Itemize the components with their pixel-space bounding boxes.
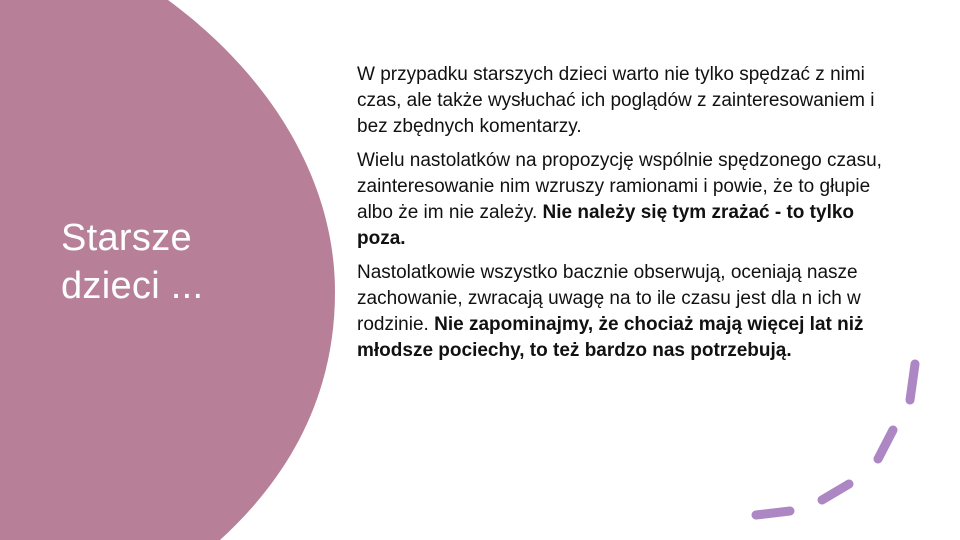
paragraph-1-text: W przypadku starszych dzieci warto nie tylko spędzać z nimi czas, ale także wysłuchać ich poglądów z zainteresowaniem i bez zbędnych komentarzy.	[357, 64, 875, 137]
paragraph-2	[357, 148, 892, 252]
slide-body	[357, 62, 892, 372]
paragraph-3	[357, 260, 892, 364]
paragraph-2-emphasis: Nie należy się tym zrażać - to tylko poza.	[357, 202, 855, 249]
slide-title: Starsze dzieci ...	[61, 217, 204, 307]
paragraph-3-emphasis: Nie zapominajmy, że chociaż mają więcej lat niż młodsze pociechy, to też bardzo nas potrzebują.	[357, 314, 864, 361]
paragraph-1	[357, 62, 892, 140]
paragraph-2-text: Wielu nastolatków na propozycję wspólnie spędzonego czasu, zainteresowanie nim wzruszy ramionami i powie, że to głupie albo że im nie zależy.	[357, 150, 882, 223]
paragraph-3-text: Nastolatkowie wszystko bacznie obserwują, oceniają nasze zachowanie, zwracają uwagę na to ile czasu jest dla n ich w rodzinie.	[357, 262, 861, 335]
